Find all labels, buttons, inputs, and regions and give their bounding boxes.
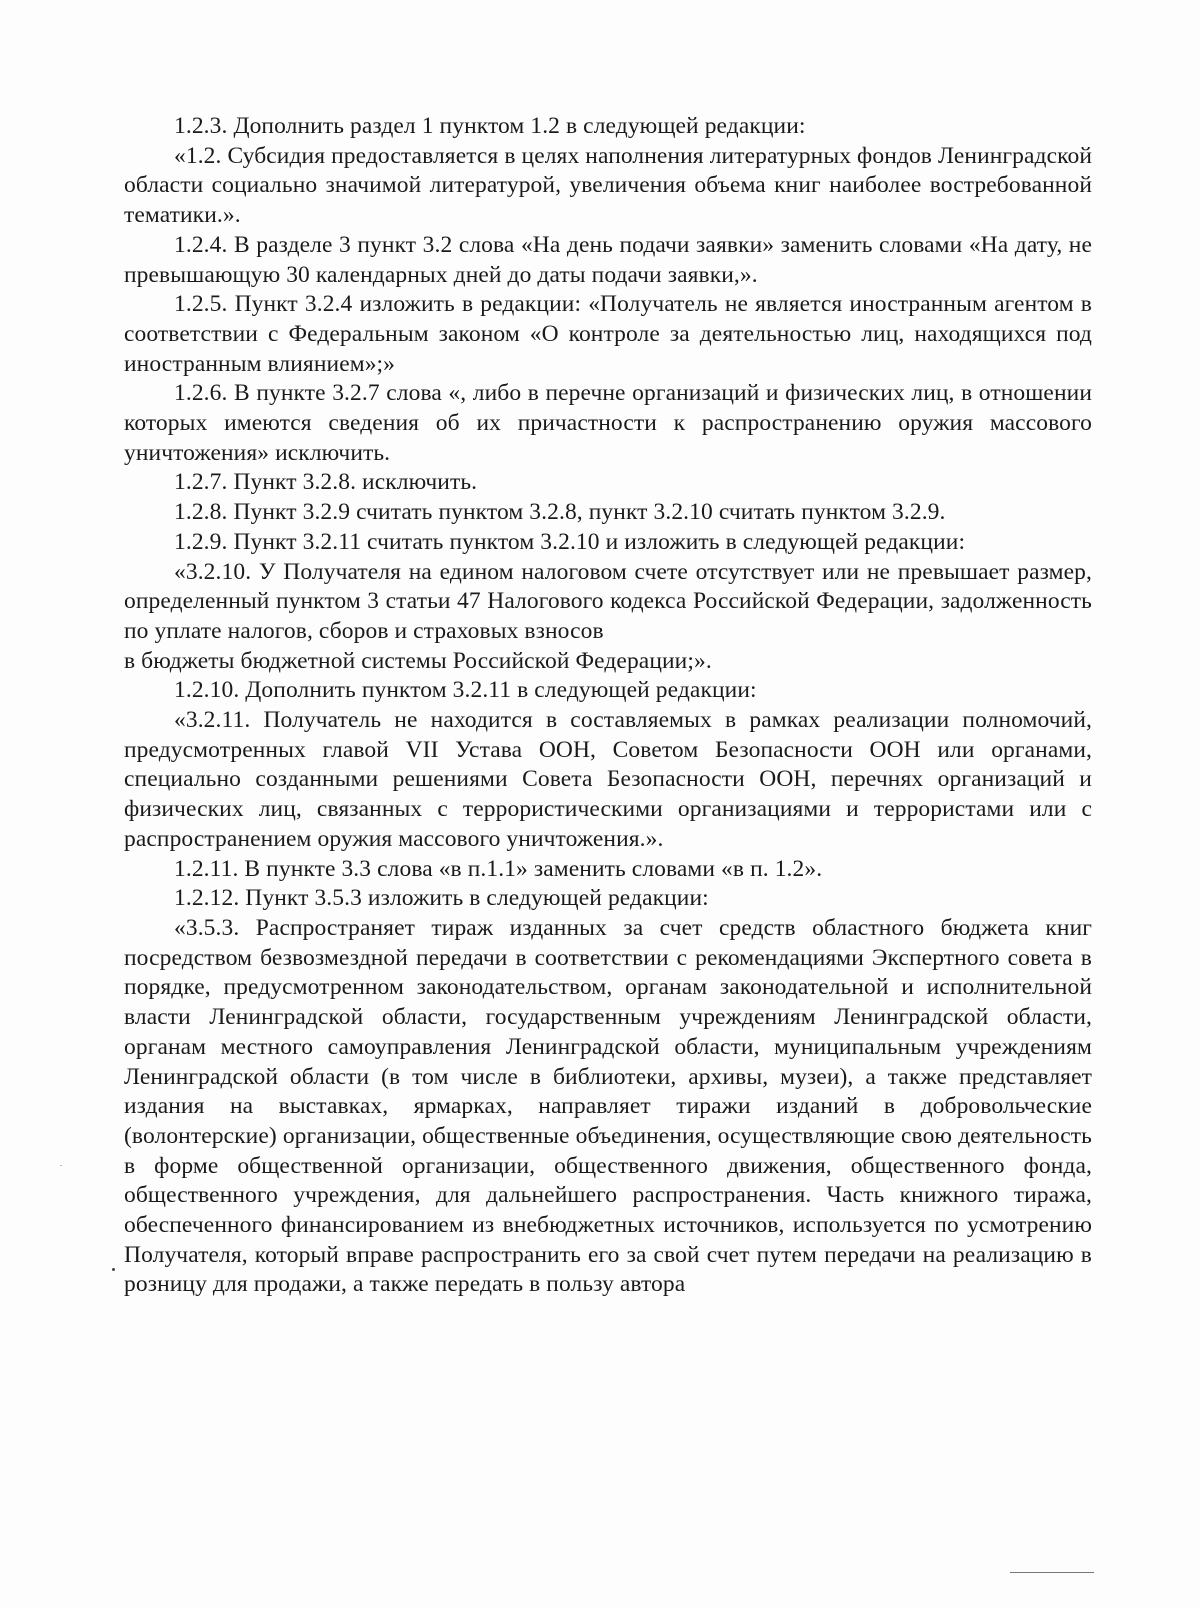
paragraph-1-2-7: 1.2.7. Пункт 3.2.8. исключить. (174, 469, 478, 496)
paragraph-1-2-9: 1.2.9. Пункт 3.2.11 считать пунктом 3.2.10 и изложить в следующей редакции: (174, 528, 966, 555)
scan-dot-left (112, 1268, 115, 1271)
paragraph-quote-3-2-10: «3.2.10. У Получателя на едином налоговом счете отсутствует или не превышает размер, определенный пунктом 3 статьи 47 Налогового кодекса Российской Федерации, задолженность по уплате налогов, сборов и страховых взносов (124, 558, 1092, 644)
paragraph-1-2-5: 1.2.5. Пункт 3.2.4 изложить в редакции: «Получатель не является иностранным агентом в соответствии с Федеральным законом «О контроле за деятельностью лиц, находящихся под иностранным влиянием»;» (124, 291, 1092, 377)
document-body (124, 112, 1092, 1300)
paragraph-quote-1-2: «1.2. Субсидия предоставляется в целях наполнения литературных фондов Ленинградской области социально значимой литературой, увеличения объема книг наиболее востребованной тематики.». (124, 142, 1092, 229)
paragraph-1-2-4: 1.2.4. В разделе 3 пункт 3.2 слова «На день подачи заявки» заменить словами «На дату, не превышающую 30 календарных дней до даты подачи заявки,». (124, 231, 1092, 288)
paragraph-quote-3-5-3: «3.5.3. Распространяет тираж изданных за счет средств областного бюджета книг посредством безвозмездной передачи в соответствии с рекомендациями Экспертного совета в порядке, предусмотренном законодательством, органам законодательной и исполнительной власти Ленинградской области, государственным учреждениям Ленинградской области, органам местного самоуправления Ленинградской области, муниципальным учреждениям Ленинградской области (в том числе в библиотеки, архивы, музеи), а также представляет издания на выставках, ярмарках, направляет тиражи изданий в добровольческие (волонтерские) организации, общественные объединения, осуществляющие свою деятельность в форме общественной организации, общественного движения, общественного фонда, общественного учреждения, для дальнейшего распространения. Часть книжного тиража, обеспеченного финансированием из внебюджетных источников, используется по усмотрению Получателя, который вправе распространить его за свой счет путем передачи на реализацию в розницу для продажи, а также передать в пользу автора (124, 914, 1092, 1298)
footer-rule (1010, 1572, 1094, 1573)
paragraph-1-2-11: 1.2.11. В пункте 3.3 слова «в п.1.1» заменить словами «в п. 1.2». (174, 855, 823, 882)
paragraph-1-2-10: 1.2.10. Дополнить пунктом 3.2.11 в следующей редакции: (174, 677, 757, 704)
paragraph-1-2-12: 1.2.12. Пункт 3.5.3 изложить в следующей редакции: (174, 885, 709, 912)
paragraph-quote-3-2-10-continued: в бюджеты бюджетной системы Российской Федерации;». (124, 647, 712, 674)
paragraph-1-2-6: 1.2.6. В пункте 3.2.7 слова «, либо в перечне организаций и физических лиц, в отношении которых имеются сведения об их причастности к распространению оружия массового уничтожения» исключить. (124, 380, 1092, 466)
paragraph-1-2-8: 1.2.8. Пункт 3.2.9 считать пунктом 3.2.8, пункт 3.2.10 считать пунктом 3.2.9. (174, 499, 946, 526)
paragraph-quote-3-2-11: «3.2.11. Получатель не находится в составляемых в рамках реализации полномочий, предусмотренных главой VII Устава ООН, Советом Безопасности ООН или органами, специально созданными решениями Совета Безопасности ООН, перечнях организаций и физических лиц, связанных с террористическими организациями и террористами или с распространением оружия массового уничтожения.». (124, 707, 1092, 852)
paragraph-1-2-3: 1.2.3. Дополнить раздел 1 пунктом 1.2 в следующей редакции: (174, 113, 806, 139)
scan-speck-left (60, 1165, 62, 1166)
